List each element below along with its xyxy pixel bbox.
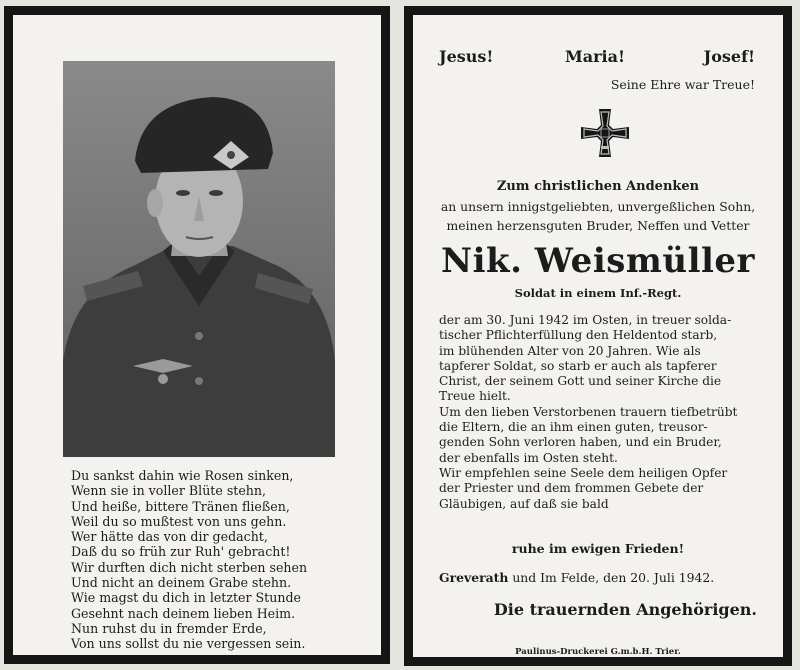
place-date-line [439,570,767,585]
poem-line: Wir durften dich nicht sterben sehen [71,559,308,575]
text-line: Treue hielt. [439,389,511,404]
text-line: Wir empfehlen seine Seele dem heiligen Opfer [439,465,728,480]
text-line: die Eltern, die an ihm einen guten, treusor- [439,420,708,435]
memorial-title: Zum christlichen Andenken [496,179,700,194]
text-line: Gläubigen, auf daß sie bald [439,496,609,511]
portrait-illustration [63,61,335,457]
right-card [404,6,792,666]
poem-line: Gesehnt nach deinem lieben Heim. [71,605,296,621]
text-line: Christ, der seinem Gott und seiner Kirche die [439,374,722,389]
text-line: Um den lieben Verstorbenen trauern tiefbetrübt [439,404,738,419]
poem-line: Von uns sollst du nie vergessen sein. [71,636,306,652]
header-maria: Maria! [565,47,625,66]
poem-line: Weil du so mußtest von uns gehn. [71,513,287,529]
signature: Die trauernden Angehörigen. [493,600,757,619]
header-jesus: Jesus! [439,47,494,66]
poem-line: Daß du so früh zur Ruh' gebracht! [71,544,291,560]
poem-line: Und heiße, bittere Tränen fließen, [71,498,290,514]
rest-in-peace-line: ruhe im ewigen Frieden! [511,541,685,556]
memorial-line: meinen herzensguten Bruder, Neffen und Vetter [446,218,750,233]
poem-line: Wer hätte das von dir gedacht, [71,529,268,545]
left-card [4,6,390,664]
poem-line: Du sankst dahin wie Rosen sinken, [71,468,294,483]
poem-line: Wenn sie in voller Blüte stehn, [71,483,267,499]
header-josef: Josef! [703,47,755,66]
deceased-name: Nik. Weismüller [441,241,755,281]
text-line: tischer Pflichterfüllung den Heldentod starb, [439,328,718,343]
place-date: und Im Felde, den 20. Juli 1942. [512,570,715,585]
motto: Seine Ehre war Treue! [610,77,755,92]
text-line: tapferer Soldat, so starb er auch als tapferer [439,358,717,373]
printer-credit: Paulinus-Druckerei G.m.b.H. Trier. [515,647,681,657]
poem-line: Wie magst du dich in letzter Stunde [71,590,301,606]
memorial-poem [71,468,361,652]
memorial-line: an unsern innigstgeliebten, unvergeßlichen Sohn, [440,199,756,214]
text-line: der ebenfalls im Osten steht. [439,450,618,465]
text-line: der am 30. Juni 1942 im Osten, in treuer solda- [439,313,732,327]
poem-line: Nun ruhst du in fremder Erde, [71,620,267,636]
text-line: genden Sohn verloren haben, und ein Bruder, [439,435,722,450]
text-line: im blühenden Alter von 20 Jahren. Wie als [439,343,701,358]
poem-line: Und nicht an deinem Grabe stehn. [71,575,292,591]
iron-cross-icon [579,107,631,159]
obituary-text [439,313,767,512]
soldier-portrait-photo [63,61,335,457]
place-town: Greverath [439,570,509,585]
text-line: der Priester und dem frommen Gebete der [439,481,704,496]
rank: Soldat in einem Inf.-Regt. [514,286,682,300]
